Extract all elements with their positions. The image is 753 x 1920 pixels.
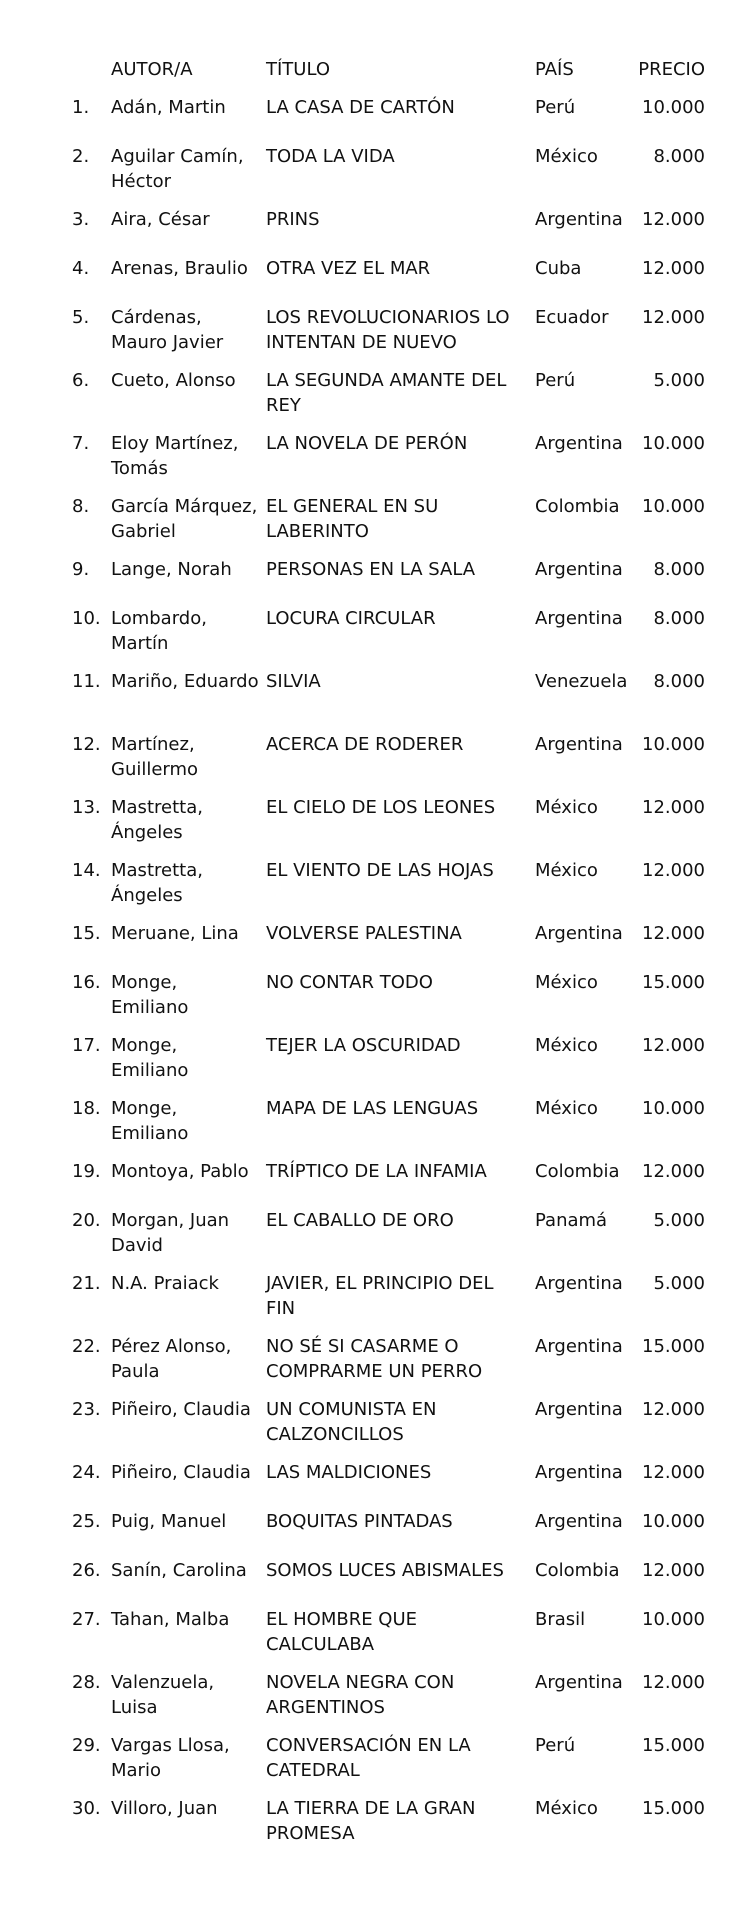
- row-price: 12.000: [642, 1161, 705, 1182]
- table-row: [0, 1607, 753, 1670]
- row-author: Puig, Manuel: [111, 1511, 227, 1532]
- row-country: Argentina: [535, 1273, 623, 1294]
- row-price: 10.000: [642, 1511, 705, 1532]
- table-row: [0, 1509, 753, 1558]
- row-title: OTRA VEZ EL MAR: [266, 258, 431, 279]
- row-number: 30.: [72, 1798, 101, 1819]
- table-row: [0, 1159, 753, 1208]
- table-row: [0, 1397, 753, 1460]
- row-title: TODA LA VIDA: [266, 146, 395, 167]
- row-author: Villoro, Juan: [111, 1798, 218, 1819]
- row-number: 9.: [72, 559, 90, 580]
- row-country: Argentina: [535, 608, 623, 629]
- row-country: México: [535, 860, 598, 881]
- table-row: [0, 95, 753, 144]
- row-price: 12.000: [642, 209, 705, 230]
- row-country: Argentina: [535, 923, 623, 944]
- table-row: [0, 207, 753, 256]
- row-author: Meruane, Lina: [111, 923, 239, 944]
- row-country: México: [535, 797, 598, 818]
- table-body: [0, 95, 753, 1859]
- row-number: 27.: [72, 1609, 101, 1630]
- row-number: 26.: [72, 1560, 101, 1581]
- row-country: Argentina: [535, 1336, 623, 1357]
- row-title: LA TIERRA DE LA GRAN PROMESA: [266, 1798, 476, 1844]
- row-number: 13.: [72, 797, 101, 818]
- table-row: [0, 970, 753, 1033]
- header-price: PRECIO: [638, 59, 705, 80]
- row-number: 18.: [72, 1098, 101, 1119]
- row-price: 15.000: [642, 1336, 705, 1357]
- row-author: García Márquez, Gabriel: [111, 496, 258, 542]
- row-country: Colombia: [535, 1161, 620, 1182]
- table-row: [0, 557, 753, 606]
- row-author: Pérez Alonso, Paula: [111, 1336, 232, 1382]
- table-header: [0, 57, 753, 95]
- row-title: PRINS: [266, 209, 320, 230]
- row-country: México: [535, 146, 598, 167]
- row-title: BOQUITAS PINTADAS: [266, 1511, 453, 1532]
- row-country: Colombia: [535, 1560, 620, 1581]
- table-row: [0, 732, 753, 795]
- row-author: Monge, Emiliano: [111, 1098, 189, 1144]
- row-title: EL HOMBRE QUE CALCULABA: [266, 1609, 418, 1655]
- table-row: [0, 431, 753, 494]
- row-country: Venezuela: [535, 671, 628, 692]
- row-country: Colombia: [535, 496, 620, 517]
- row-author: Mariño, Eduardo: [111, 671, 259, 692]
- row-number: 4.: [72, 258, 90, 279]
- row-title: PERSONAS EN LA SALA: [266, 559, 476, 580]
- row-number: 28.: [72, 1672, 101, 1693]
- row-author: Martínez, Guillermo: [111, 734, 199, 780]
- row-number: 11.: [72, 671, 101, 692]
- row-country: Perú: [535, 97, 576, 118]
- row-country: Perú: [535, 1735, 576, 1756]
- row-title: LOS REVOLUCIONARIOS LO INTENTAN DE NUEVO: [266, 307, 510, 353]
- row-price: 10.000: [642, 496, 705, 517]
- row-author: Piñeiro, Claudia: [111, 1399, 251, 1420]
- row-title: LOCURA CIRCULAR: [266, 608, 436, 629]
- row-country: Cuba: [535, 258, 582, 279]
- row-country: México: [535, 1798, 598, 1819]
- row-price: 12.000: [642, 1560, 705, 1581]
- row-number: 17.: [72, 1035, 101, 1056]
- row-country: Argentina: [535, 209, 623, 230]
- table-row: [0, 1796, 753, 1859]
- row-title: LA SEGUNDA AMANTE DEL REY: [266, 370, 507, 416]
- row-country: Argentina: [535, 1462, 623, 1483]
- row-country: Perú: [535, 370, 576, 391]
- row-title: UN COMUNISTA EN CALZONCILLOS: [266, 1399, 437, 1445]
- row-title: TEJER LA OSCURIDAD: [266, 1035, 461, 1056]
- row-price: 8.000: [653, 559, 705, 580]
- row-price: 10.000: [642, 734, 705, 755]
- table-row: [0, 1096, 753, 1159]
- row-title: MAPA DE LAS LENGUAS: [266, 1098, 479, 1119]
- row-author: Tahan, Malba: [111, 1609, 230, 1630]
- row-price: 8.000: [653, 608, 705, 629]
- row-title: CONVERSACIÓN EN LA CATEDRAL: [266, 1735, 471, 1781]
- row-number: 2.: [72, 146, 90, 167]
- row-number: 29.: [72, 1735, 101, 1756]
- table-row: [0, 1033, 753, 1096]
- row-title: EL CABALLO DE ORO: [266, 1210, 454, 1231]
- table-row: [0, 858, 753, 921]
- row-author: Piñeiro, Claudia: [111, 1462, 251, 1483]
- row-number: 6.: [72, 370, 90, 391]
- row-price: 15.000: [642, 1798, 705, 1819]
- row-price: 12.000: [642, 860, 705, 881]
- table-row: [0, 494, 753, 557]
- row-price: 10.000: [642, 1098, 705, 1119]
- row-author: Adán, Martin: [111, 97, 226, 118]
- header-author: AUTOR/A: [111, 59, 193, 80]
- row-author: Arenas, Braulio: [111, 258, 248, 279]
- row-author: Cárdenas, Mauro Javier: [111, 307, 224, 353]
- row-country: Argentina: [535, 1511, 623, 1532]
- row-author: Mastretta, Ángeles: [111, 797, 203, 843]
- table-row: [0, 669, 753, 732]
- row-country: Argentina: [535, 433, 623, 454]
- row-number: 1.: [72, 97, 90, 118]
- row-price: 15.000: [642, 1735, 705, 1756]
- row-number: 25.: [72, 1511, 101, 1532]
- row-price: 5.000: [653, 1273, 705, 1294]
- row-number: 3.: [72, 209, 90, 230]
- row-author: Aira, César: [111, 209, 210, 230]
- header-title: TÍTULO: [266, 59, 331, 80]
- row-number: 19.: [72, 1161, 101, 1182]
- row-author: Montoya, Pablo: [111, 1161, 249, 1182]
- table-row: [0, 1558, 753, 1607]
- row-title: NOVELA NEGRA CON ARGENTINOS: [266, 1672, 455, 1718]
- row-number: 14.: [72, 860, 101, 881]
- row-author: Morgan, Juan David: [111, 1210, 230, 1256]
- table-row: [0, 606, 753, 669]
- row-title: LA NOVELA DE PERÓN: [266, 433, 468, 454]
- row-number: 22.: [72, 1336, 101, 1357]
- table-row: [0, 368, 753, 431]
- row-country: México: [535, 1035, 598, 1056]
- row-author: Monge, Emiliano: [111, 972, 189, 1018]
- row-number: 24.: [72, 1462, 101, 1483]
- row-number: 5.: [72, 307, 90, 328]
- row-title: ACERCA DE RODERER: [266, 734, 464, 755]
- row-number: 21.: [72, 1273, 101, 1294]
- row-title: VOLVERSE PALESTINA: [266, 923, 462, 944]
- row-title: NO CONTAR TODO: [266, 972, 433, 993]
- table-row: [0, 256, 753, 305]
- row-country: Brasil: [535, 1609, 586, 1630]
- table-row: [0, 305, 753, 368]
- table-row: [0, 795, 753, 858]
- row-country: Ecuador: [535, 307, 609, 328]
- row-title: SILVIA: [266, 671, 321, 692]
- row-price: 5.000: [653, 1210, 705, 1231]
- row-price: 5.000: [653, 370, 705, 391]
- row-number: 8.: [72, 496, 90, 517]
- row-number: 23.: [72, 1399, 101, 1420]
- row-number: 15.: [72, 923, 101, 944]
- row-author: Eloy Martínez, Tomás: [111, 433, 239, 479]
- row-number: 16.: [72, 972, 101, 993]
- row-author: Monge, Emiliano: [111, 1035, 189, 1081]
- row-title: LA CASA DE CARTÓN: [266, 97, 455, 118]
- row-author: Aguilar Camín, Héctor: [111, 146, 244, 192]
- row-author: Cueto, Alonso: [111, 370, 236, 391]
- table-row: [0, 1334, 753, 1397]
- row-number: 12.: [72, 734, 101, 755]
- table-row: [0, 144, 753, 207]
- row-price: 10.000: [642, 433, 705, 454]
- row-title: EL CIELO DE LOS LEONES: [266, 797, 496, 818]
- table-row: [0, 1460, 753, 1509]
- row-price: 10.000: [642, 1609, 705, 1630]
- row-country: Argentina: [535, 1399, 623, 1420]
- row-author: Mastretta, Ángeles: [111, 860, 203, 906]
- row-title: EL GENERAL EN SU LABERINTO: [266, 496, 439, 542]
- row-author: Vargas Llosa, Mario: [111, 1735, 230, 1781]
- table-row: [0, 1733, 753, 1796]
- row-title: NO SÉ SI CASARME O COMPRARME UN PERRO: [266, 1336, 483, 1382]
- row-title: LAS MALDICIONES: [266, 1462, 432, 1483]
- row-price: 12.000: [642, 923, 705, 944]
- row-price: 8.000: [653, 671, 705, 692]
- header-country: PAÍS: [535, 59, 574, 80]
- row-price: 12.000: [642, 797, 705, 818]
- row-number: 10.: [72, 608, 101, 629]
- row-author: N.A. Praiack: [111, 1273, 219, 1294]
- row-country: Panamá: [535, 1210, 608, 1231]
- row-number: 7.: [72, 433, 90, 454]
- table-row: [0, 1208, 753, 1271]
- row-price: 12.000: [642, 1035, 705, 1056]
- row-price: 12.000: [642, 1399, 705, 1420]
- row-country: México: [535, 972, 598, 993]
- row-price: 10.000: [642, 97, 705, 118]
- row-author: Sanín, Carolina: [111, 1560, 247, 1581]
- row-author: Lange, Norah: [111, 559, 232, 580]
- row-author: Valenzuela, Luisa: [111, 1672, 215, 1718]
- table-row: [0, 1271, 753, 1334]
- row-title: SOMOS LUCES ABISMALES: [266, 1560, 504, 1581]
- row-title: TRÍPTICO DE LA INFAMIA: [266, 1161, 487, 1182]
- book-price-table: [0, 57, 753, 1859]
- row-price: 12.000: [642, 1462, 705, 1483]
- row-country: Argentina: [535, 734, 623, 755]
- row-title: EL VIENTO DE LAS HOJAS: [266, 860, 494, 881]
- row-price: 12.000: [642, 307, 705, 328]
- table-row: [0, 921, 753, 970]
- row-country: México: [535, 1098, 598, 1119]
- row-country: Argentina: [535, 559, 623, 580]
- row-country: Argentina: [535, 1672, 623, 1693]
- row-author: Lombardo, Martín: [111, 608, 207, 654]
- table-row: [0, 1670, 753, 1733]
- row-number: 20.: [72, 1210, 101, 1231]
- row-price: 8.000: [653, 146, 705, 167]
- row-price: 12.000: [642, 258, 705, 279]
- row-price: 12.000: [642, 1672, 705, 1693]
- row-price: 15.000: [642, 972, 705, 993]
- row-title: JAVIER, EL PRINCIPIO DEL FIN: [266, 1273, 494, 1319]
